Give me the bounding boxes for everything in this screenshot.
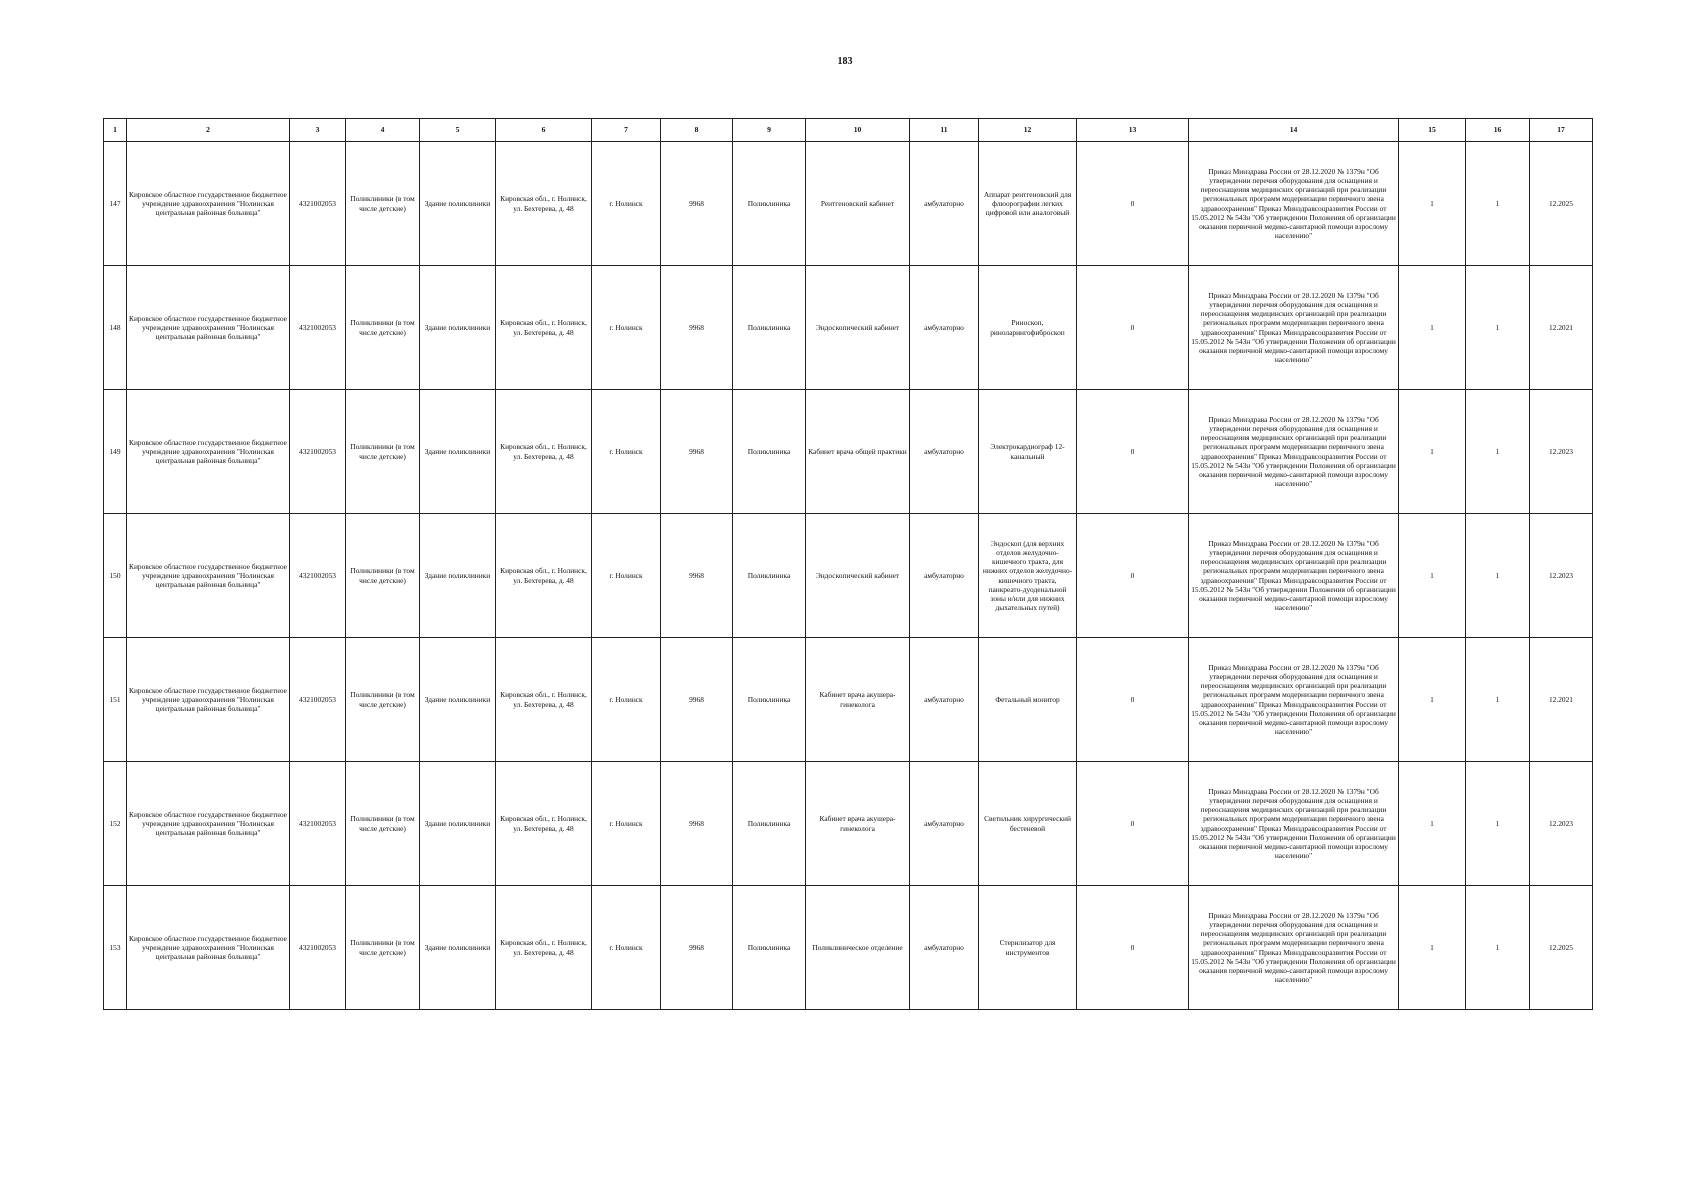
code-cell: 9968 bbox=[661, 142, 733, 266]
required-count-cell: 1 bbox=[1466, 638, 1530, 762]
required-count-cell: 1 bbox=[1466, 266, 1530, 390]
building-cell: Здание поликлиники bbox=[420, 762, 496, 886]
address-cell: Кировская обл., г. Нолинск, ул. Бехтерева, д. 48 bbox=[496, 514, 592, 638]
unit-cell: Поликлиника bbox=[733, 638, 806, 762]
building-cell: Здание поликлиники bbox=[420, 514, 496, 638]
unit-cell: Поликлиника bbox=[733, 514, 806, 638]
planned-count-cell: 1 bbox=[1399, 886, 1466, 1010]
equipment-cell: Фетальный монитор bbox=[979, 638, 1077, 762]
facility-type-cell: Поликлиники (в том числе детские) bbox=[346, 638, 420, 762]
city-cell: г. Нолинск bbox=[592, 514, 661, 638]
row-number: 149 bbox=[104, 390, 127, 514]
organization-cell: Кировское областное государственное бюджетное учреждение здравоохранения "Нолинская центральная районная больница" bbox=[127, 514, 290, 638]
organization-cell: Кировское областное государственное бюджетное учреждение здравоохранения "Нолинская центральная районная больница" bbox=[127, 886, 290, 1010]
planned-count-cell: 1 bbox=[1399, 762, 1466, 886]
date-cell: 12.2025 bbox=[1530, 886, 1593, 1010]
care-mode-cell: амбулаторно bbox=[910, 514, 979, 638]
equipment-cell: Аппарат рентгеновский для флюорографии легких цифровой или аналоговый bbox=[979, 142, 1077, 266]
quantity-cell: 0 bbox=[1077, 638, 1189, 762]
organization-cell: Кировское областное государственное бюджетное учреждение здравоохранения "Нолинская центральная районная больница" bbox=[127, 638, 290, 762]
address-cell: Кировская обл., г. Нолинск, ул. Бехтерева, д. 48 bbox=[496, 638, 592, 762]
regulation-cell: Приказ Минздрава России от 28.12.2020 № 1379н "Об утверждении перечня оборудования для оснащения и переоснащения медицинских организаций при реализации региональных программ модернизации первичного звена здравоохранения" Приказ Минздравсоцразвития России от 15.05.2012 № 543н "Об утверждении Положения об организации оказания первичной медико-санитарной помощи взрослому населению" bbox=[1189, 638, 1399, 762]
date-cell: 12.2023 bbox=[1530, 390, 1593, 514]
facility-type-cell: Поликлиники (в том числе детские) bbox=[346, 266, 420, 390]
planned-count-cell: 1 bbox=[1399, 514, 1466, 638]
city-cell: г. Нолинск bbox=[592, 390, 661, 514]
city-cell: г. Нолинск bbox=[592, 886, 661, 1010]
building-cell: Здание поликлиники bbox=[420, 886, 496, 1010]
unit-cell: Поликлиника bbox=[733, 390, 806, 514]
code-cell: 9968 bbox=[661, 886, 733, 1010]
date-cell: 12.2023 bbox=[1530, 762, 1593, 886]
inn-cell: 4321002053 bbox=[290, 762, 346, 886]
table-row bbox=[104, 142, 1593, 266]
header-cell-7: 7 bbox=[592, 119, 661, 142]
equipment-cell: Светильник хирургический бестеневой bbox=[979, 762, 1077, 886]
equipment-table bbox=[103, 118, 1593, 1010]
header-cell-16: 16 bbox=[1466, 119, 1530, 142]
code-cell: 9968 bbox=[661, 762, 733, 886]
address-cell: Кировская обл., г. Нолинск, ул. Бехтерева, д. 48 bbox=[496, 266, 592, 390]
facility-type-cell: Поликлиники (в том числе детские) bbox=[346, 762, 420, 886]
header-cell-12: 12 bbox=[979, 119, 1077, 142]
facility-type-cell: Поликлиники (в том числе детские) bbox=[346, 514, 420, 638]
building-cell: Здание поликлиники bbox=[420, 638, 496, 762]
header-cell-14: 14 bbox=[1189, 119, 1399, 142]
quantity-cell: 0 bbox=[1077, 762, 1189, 886]
header-cell-8: 8 bbox=[661, 119, 733, 142]
table-row bbox=[104, 266, 1593, 390]
address-cell: Кировская обл., г. Нолинск, ул. Бехтерева, д. 48 bbox=[496, 142, 592, 266]
page-number: 183 bbox=[837, 56, 853, 67]
facility-type-cell: Поликлиники (в том числе детские) bbox=[346, 390, 420, 514]
equipment-cell: Электрокардиограф 12-канальный bbox=[979, 390, 1077, 514]
care-mode-cell: амбулаторно bbox=[910, 762, 979, 886]
row-number: 150 bbox=[104, 514, 127, 638]
city-cell: г. Нолинск bbox=[592, 266, 661, 390]
planned-count-cell: 1 bbox=[1399, 266, 1466, 390]
unit-cell: Поликлиника bbox=[733, 886, 806, 1010]
care-mode-cell: амбулаторно bbox=[910, 638, 979, 762]
inn-cell: 4321002053 bbox=[290, 514, 346, 638]
city-cell: г. Нолинск bbox=[592, 762, 661, 886]
quantity-cell: 0 bbox=[1077, 390, 1189, 514]
required-count-cell: 1 bbox=[1466, 514, 1530, 638]
required-count-cell: 1 bbox=[1466, 886, 1530, 1010]
quantity-cell: 0 bbox=[1077, 266, 1189, 390]
department-cell: Эндоскопический кабинет bbox=[806, 266, 910, 390]
care-mode-cell: амбулаторно bbox=[910, 886, 979, 1010]
row-number: 152 bbox=[104, 762, 127, 886]
planned-count-cell: 1 bbox=[1399, 638, 1466, 762]
header-cell-2: 2 bbox=[127, 119, 290, 142]
department-cell: Кабинет врача общей практики bbox=[806, 390, 910, 514]
quantity-cell: 0 bbox=[1077, 514, 1189, 638]
unit-cell: Поликлиника bbox=[733, 266, 806, 390]
row-number: 153 bbox=[104, 886, 127, 1010]
row-number: 147 bbox=[104, 142, 127, 266]
address-cell: Кировская обл., г. Нолинск, ул. Бехтерева, д. 48 bbox=[496, 886, 592, 1010]
department-cell: Кабинет врача акушера-гинеколога bbox=[806, 638, 910, 762]
address-cell: Кировская обл., г. Нолинск, ул. Бехтерева, д. 48 bbox=[496, 762, 592, 886]
organization-cell: Кировское областное государственное бюджетное учреждение здравоохранения "Нолинская центральная районная больница" bbox=[127, 266, 290, 390]
department-cell: Рентгеновский кабинет bbox=[806, 142, 910, 266]
header-cell-13: 13 bbox=[1077, 119, 1189, 142]
department-cell: Кабинет врача акушера-гинеколога bbox=[806, 762, 910, 886]
header-cell-10: 10 bbox=[806, 119, 910, 142]
department-cell: Поликлиническое отделение bbox=[806, 886, 910, 1010]
organization-cell: Кировское областное государственное бюджетное учреждение здравоохранения "Нолинская центральная районная больница" bbox=[127, 142, 290, 266]
regulation-cell: Приказ Минздрава России от 28.12.2020 № 1379н "Об утверждении перечня оборудования для оснащения и переоснащения медицинских организаций при реализации региональных программ модернизации первичного звена здравоохранения" Приказ Минздравсоцразвития России от 15.05.2012 № 543н "Об утверждении Положения об организации оказания первичной медико-санитарной помощи взрослому населению" bbox=[1189, 142, 1399, 266]
inn-cell: 4321002053 bbox=[290, 266, 346, 390]
inn-cell: 4321002053 bbox=[290, 390, 346, 514]
header-cell-6: 6 bbox=[496, 119, 592, 142]
equipment-cell: Стерилизатор для инструментов bbox=[979, 886, 1077, 1010]
table-row bbox=[104, 638, 1593, 762]
building-cell: Здание поликлиники bbox=[420, 142, 496, 266]
code-cell: 9968 bbox=[661, 514, 733, 638]
quantity-cell: 0 bbox=[1077, 142, 1189, 266]
required-count-cell: 1 bbox=[1466, 762, 1530, 886]
inn-cell: 4321002053 bbox=[290, 886, 346, 1010]
table-row bbox=[104, 390, 1593, 514]
row-number: 148 bbox=[104, 266, 127, 390]
header-cell-11: 11 bbox=[910, 119, 979, 142]
city-cell: г. Нолинск bbox=[592, 638, 661, 762]
regulation-cell: Приказ Минздрава России от 28.12.2020 № 1379н "Об утверждении перечня оборудования для оснащения и переоснащения медицинских организаций при реализации региональных программ модернизации первичного звена здравоохранения" Приказ Минздравсоцразвития России от 15.05.2012 № 543н "Об утверждении Положения об организации оказания первичной медико-санитарной помощи взрослому населению" bbox=[1189, 762, 1399, 886]
quantity-cell: 0 bbox=[1077, 886, 1189, 1010]
table-row bbox=[104, 886, 1593, 1010]
header-cell-9: 9 bbox=[733, 119, 806, 142]
city-cell: г. Нолинск bbox=[592, 142, 661, 266]
organization-cell: Кировское областное государственное бюджетное учреждение здравоохранения "Нолинская центральная районная больница" bbox=[127, 390, 290, 514]
equipment-cell: Риноскоп, риноларингофиброскоп bbox=[979, 266, 1077, 390]
required-count-cell: 1 bbox=[1466, 142, 1530, 266]
date-cell: 12.2021 bbox=[1530, 638, 1593, 762]
regulation-cell: Приказ Минздрава России от 28.12.2020 № 1379н "Об утверждении перечня оборудования для оснащения и переоснащения медицинских организаций при реализации региональных программ модернизации первичного звена здравоохранения" Приказ Минздравсоцразвития России от 15.05.2012 № 543н "Об утверждении Положения об организации оказания первичной медико-санитарной помощи взрослому населению" bbox=[1189, 514, 1399, 638]
planned-count-cell: 1 bbox=[1399, 142, 1466, 266]
header-cell-3: 3 bbox=[290, 119, 346, 142]
required-count-cell: 1 bbox=[1466, 390, 1530, 514]
row-number: 151 bbox=[104, 638, 127, 762]
care-mode-cell: амбулаторно bbox=[910, 266, 979, 390]
header-cell-17: 17 bbox=[1530, 119, 1593, 142]
building-cell: Здание поликлиники bbox=[420, 390, 496, 514]
facility-type-cell: Поликлиники (в том числе детские) bbox=[346, 886, 420, 1010]
equipment-cell: Эндоскоп (для верхних отделов желудочно-кишечного тракта, для нижних отделов желудочно-кишечного тракта, панкреато-дуоденальной зоны и/или для нижних дыхательных путей) bbox=[979, 514, 1077, 638]
organization-cell: Кировское областное государственное бюджетное учреждение здравоохранения "Нолинская центральная районная больница" bbox=[127, 762, 290, 886]
table-row bbox=[104, 514, 1593, 638]
unit-cell: Поликлиника bbox=[733, 762, 806, 886]
date-cell: 12.2023 bbox=[1530, 514, 1593, 638]
date-cell: 12.2021 bbox=[1530, 266, 1593, 390]
header-cell-4: 4 bbox=[346, 119, 420, 142]
department-cell: Эндоскопический кабинет bbox=[806, 514, 910, 638]
care-mode-cell: амбулаторно bbox=[910, 142, 979, 266]
header-cell-5: 5 bbox=[420, 119, 496, 142]
inn-cell: 4321002053 bbox=[290, 638, 346, 762]
unit-cell: Поликлиника bbox=[733, 142, 806, 266]
table-row bbox=[104, 762, 1593, 886]
building-cell: Здание поликлиники bbox=[420, 266, 496, 390]
address-cell: Кировская обл., г. Нолинск, ул. Бехтерева, д. 48 bbox=[496, 390, 592, 514]
code-cell: 9968 bbox=[661, 266, 733, 390]
regulation-cell: Приказ Минздрава России от 28.12.2020 № 1379н "Об утверждении перечня оборудования для оснащения и переоснащения медицинских организаций при реализации региональных программ модернизации первичного звена здравоохранения" Приказ Минздравсоцразвития России от 15.05.2012 № 543н "Об утверждении Положения об организации оказания первичной медико-санитарной помощи взрослому населению" bbox=[1189, 886, 1399, 1010]
regulation-cell: Приказ Минздрава России от 28.12.2020 № 1379н "Об утверждении перечня оборудования для оснащения и переоснащения медицинских организаций при реализации региональных программ модернизации первичного звена здравоохранения" Приказ Минздравсоцразвития России от 15.05.2012 № 543н "Об утверждении Положения об организации оказания первичной медико-санитарной помощи взрослому населению" bbox=[1189, 266, 1399, 390]
code-cell: 9968 bbox=[661, 638, 733, 762]
regulation-cell: Приказ Минздрава России от 28.12.2020 № 1379н "Об утверждении перечня оборудования для оснащения и переоснащения медицинских организаций при реализации региональных программ модернизации первичного звена здравоохранения" Приказ Минздравсоцразвития России от 15.05.2012 № 543н "Об утверждении Положения об организации оказания первичной медико-санитарной помощи взрослому населению" bbox=[1189, 390, 1399, 514]
inn-cell: 4321002053 bbox=[290, 142, 346, 266]
header-cell-15: 15 bbox=[1399, 119, 1466, 142]
date-cell: 12.2025 bbox=[1530, 142, 1593, 266]
header-cell-1: 1 bbox=[104, 119, 127, 142]
header-row bbox=[104, 119, 1593, 142]
facility-type-cell: Поликлиники (в том числе детские) bbox=[346, 142, 420, 266]
planned-count-cell: 1 bbox=[1399, 390, 1466, 514]
code-cell: 9968 bbox=[661, 390, 733, 514]
care-mode-cell: амбулаторно bbox=[910, 390, 979, 514]
